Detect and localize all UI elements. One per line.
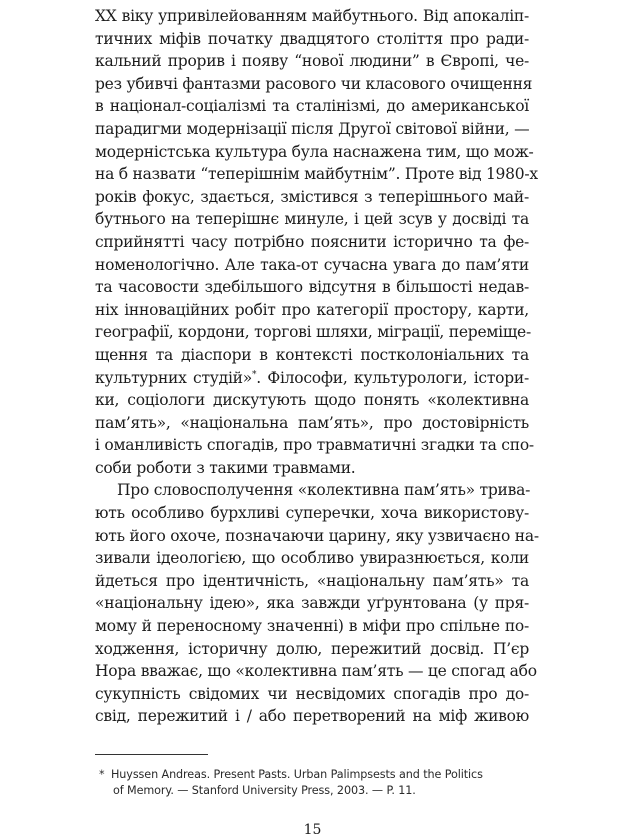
text-line: на б назвати “теперішнім майбутнім”. Проте від 1980-х (95, 165, 538, 184)
text-segment: культурних студій» (95, 368, 252, 387)
text-line-with-footnote (95, 367, 529, 390)
text-line: модерністська культура була наснажена тим, що мож- (95, 142, 534, 161)
text-line: бутнього на теперішнє минуле, і цей зсув у досвіді та (95, 210, 529, 229)
text-line: кальний прорив і появу “нової людини” в Європі, че- (95, 52, 529, 71)
text-line: щення та діаспори в контексті постколоніальних та (95, 345, 529, 364)
text-line: років фокус, здається, змістився з теперішнього май- (95, 187, 529, 206)
text-line: парадигми модернізації після Другої світової війни, — (95, 119, 530, 138)
footnote-text: Huyssen Andreas. Present Pasts. Urban Palimpsests and the Politics (111, 768, 483, 781)
text-line: сукупність свідомих чи несвідомих спогадів про до- (95, 684, 529, 703)
footnote-divider (95, 754, 208, 755)
text-line: зивали ідеологією, що особливо увиразнюється, коли (95, 549, 529, 568)
text-line: «національну ідею», яка завжди уґрунтована (у пря- (95, 594, 529, 613)
text-line: та часовости здебільшого відсутня в більшості недав- (95, 278, 529, 297)
page-number: 15 (303, 822, 322, 834)
text-line: ходження, історичну долю, пережитий досвід. П’єр (95, 639, 529, 658)
text-line: ки, соціологи дискутують щодо понять «колективна (95, 391, 529, 410)
text-line: мому й переносному значенні) в міфи про спільне по- (95, 617, 529, 636)
main-text (95, 5, 539, 728)
footnote-line: of Memory. — Stanford University Press, 2003. — P. 11. (113, 784, 416, 797)
footnote-marker: * (99, 768, 105, 781)
text-segment: . Філософи, культурологи, істори- (256, 368, 529, 387)
text-line: і оманливість спогадів, про травматичні згадки та спо- (95, 436, 534, 455)
text-line: ють особливо бурхливі суперечки, хоча використову- (95, 504, 529, 523)
text-line: Нора вважає, що «колективна пам’ять — це спогад або (95, 662, 537, 681)
text-line: ніх інноваційних робіт про категорії простору, карти, (95, 300, 529, 319)
text-line: рез убивчі фантазми расового чи класового очищення (95, 74, 533, 93)
text-line: свід, пережитий і / або перетворений на міф живою (95, 707, 529, 726)
footnote (95, 767, 529, 799)
text-line: ють його охоче, позначаючи царину, яку узвичаєно на- (95, 526, 539, 545)
text-line: номенологічно. Але така-от сучасна увага до пам’яти (95, 255, 529, 274)
text-line: тичних міфів початку двадцятого століття про ради- (95, 29, 529, 48)
text-line: Про словосполучення «колективна пам’ять» трива- (117, 481, 531, 500)
text-line: пам’ять», «національна пам’ять», про достовірність (95, 413, 529, 432)
text-line: XX віку упривілейованням майбутнього. Від апокаліп- (95, 7, 529, 25)
footnote-reference[interactable]: * (251, 369, 257, 380)
text-line: сприйнятті часу потрібно пояснити історично та фе- (95, 232, 529, 251)
footnote-line (95, 767, 529, 783)
text-line: йдеться про ідентичність, «національну пам’ять» та (95, 571, 529, 590)
text-line: соби роботи з такими травмами. (95, 458, 356, 477)
text-line: географії, кордони, торгові шляхи, міграції, переміще- (95, 323, 531, 342)
text-line: в націонал-соціалізмі та сталінізмі, до американської (95, 97, 529, 116)
